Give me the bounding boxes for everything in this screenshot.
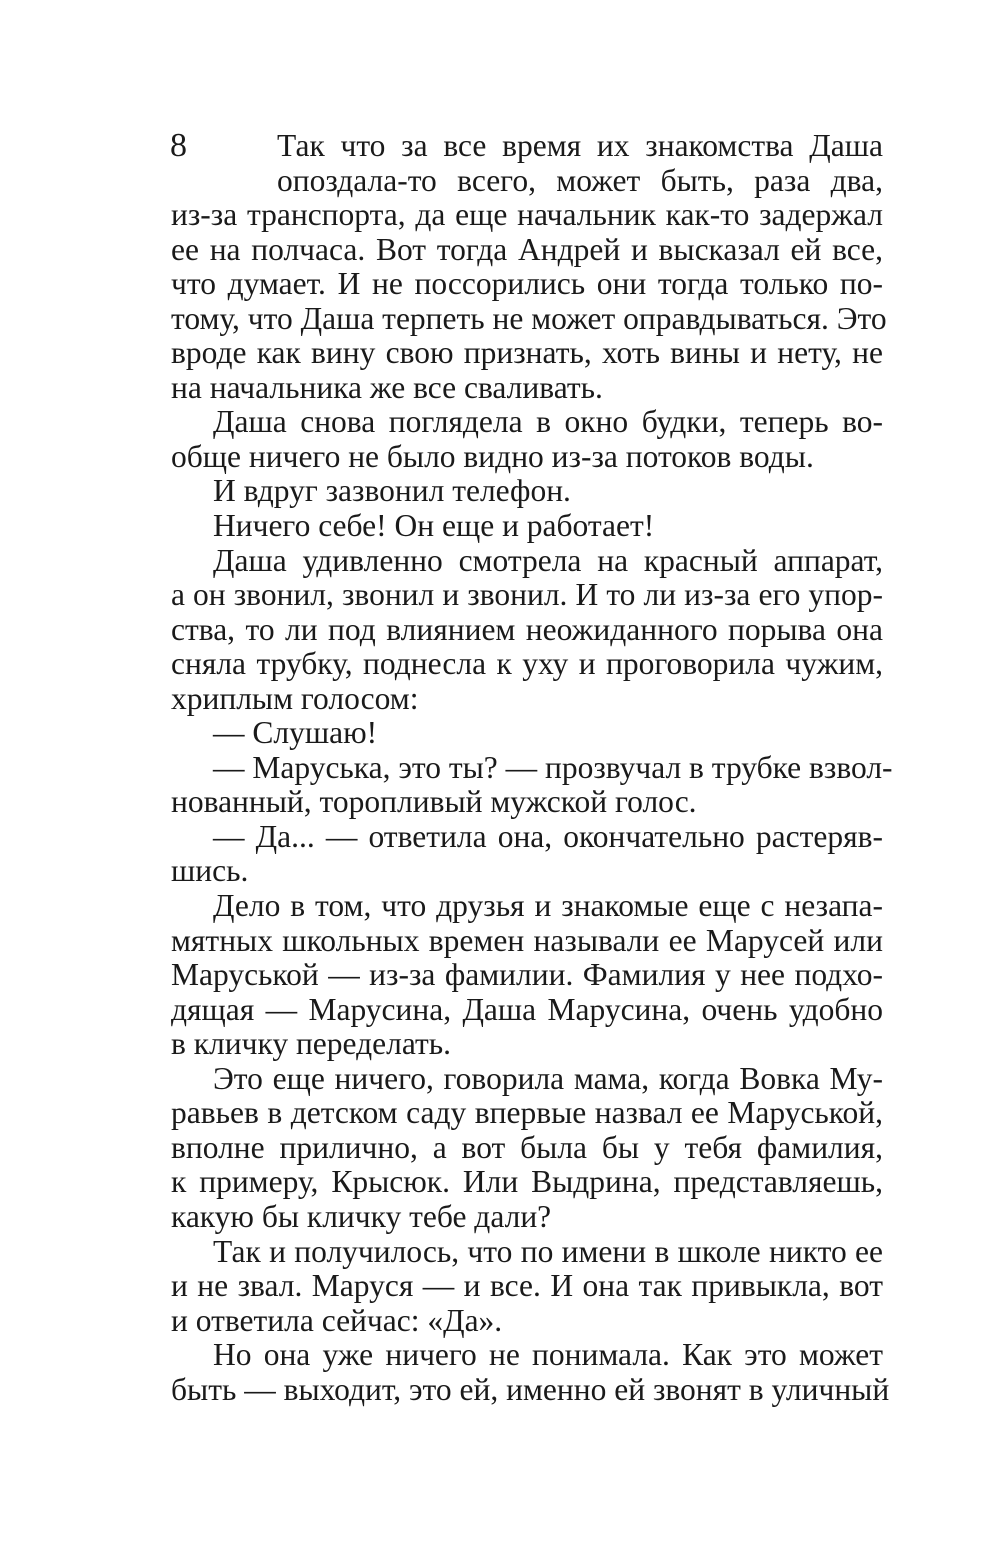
- text-line: Так и получилось, что по имени в школе никто ее: [213, 1233, 883, 1269]
- text-line: равьев в детском саду впервые назвал ее Маруськой,: [171, 1095, 883, 1131]
- text-line: сняла трубку, поднесла к уху и проговорила чужим,: [171, 646, 883, 682]
- text-line: Дело в том, что друзья и знакомые еще с незапа-: [213, 888, 883, 924]
- text-line: из-за транспорта, да еще начальник как-то задержал: [171, 197, 883, 233]
- text-line: мятных школьных времен называли ее Марусей или: [171, 922, 883, 958]
- text-line: обще ничего не было видно из-за потоков воды.: [171, 438, 814, 474]
- text-line: и ответила сейчас: «Да».: [171, 1302, 503, 1338]
- text-line: какую бы кличку тебе дали?: [171, 1198, 552, 1234]
- text-line: к примеру, Крысюк. Или Выдрина, представляешь,: [171, 1164, 883, 1200]
- text-line: — Да... — ответила она, окончательно растеряв-: [213, 818, 883, 854]
- text-line: — Слушаю!: [213, 715, 378, 751]
- page-number: 8: [170, 127, 187, 164]
- text-line: Но она уже ничего не понимала. Как это может: [213, 1337, 883, 1373]
- text-line: тому, что Даша терпеть не может оправдываться. Это: [171, 300, 887, 336]
- text-line: опоздала-то всего, может быть, раза два,: [277, 162, 883, 198]
- text-line: Это еще ничего, говорила мама, когда Вовка Му-: [213, 1060, 883, 1096]
- text-line: дящая — Марусина, Даша Марусина, очень удобно: [171, 991, 883, 1027]
- text-line: вполне прилично, а вот была бы у тебя фамилия,: [171, 1129, 883, 1165]
- text-line: И вдруг зазвонил телефон.: [213, 473, 571, 509]
- text-line: быть — выходит, это ей, именно ей звонят в уличный: [171, 1371, 890, 1407]
- text-line: ее на полчаса. Вот тогда Андрей и высказал ей все,: [171, 231, 883, 267]
- text-line: что думает. И не поссорились они тогда только по-: [171, 266, 883, 302]
- text-line: Так что за все время их знакомства Даша: [277, 128, 883, 163]
- text-line: шись.: [171, 853, 249, 889]
- text-line: ства, то ли под влиянием неожиданного порыва она: [171, 611, 883, 647]
- text-line: Даша снова поглядела в окно будки, теперь во-: [213, 404, 883, 440]
- text-line: Ничего себе! Он еще и работает!: [213, 508, 655, 544]
- text-line: в кличку переделать.: [171, 1026, 452, 1062]
- body-text: [171, 124, 893, 1407]
- text-line: и не звал. Маруся — и все. И она так привыкла, вот: [171, 1268, 883, 1304]
- text-line: вроде как вину свою признать, хоть вины и нету, не: [171, 335, 883, 371]
- text-line: а он звонил, звонил и звонил. И то ли из-за его упор-: [171, 577, 883, 613]
- text-line: Даша удивленно смотрела на красный аппарат,: [213, 542, 883, 578]
- text-line: хриплым голосом:: [171, 680, 419, 716]
- text-line: нованный, торопливый мужской голос.: [171, 784, 697, 820]
- text-line: на начальника же все сваливать.: [171, 369, 603, 405]
- text-line: Маруськой — из-за фамилии. Фамилия у нее подхо-: [171, 957, 883, 993]
- text-line: — Маруська, это ты? — прозвучал в трубке взвол-: [213, 749, 893, 785]
